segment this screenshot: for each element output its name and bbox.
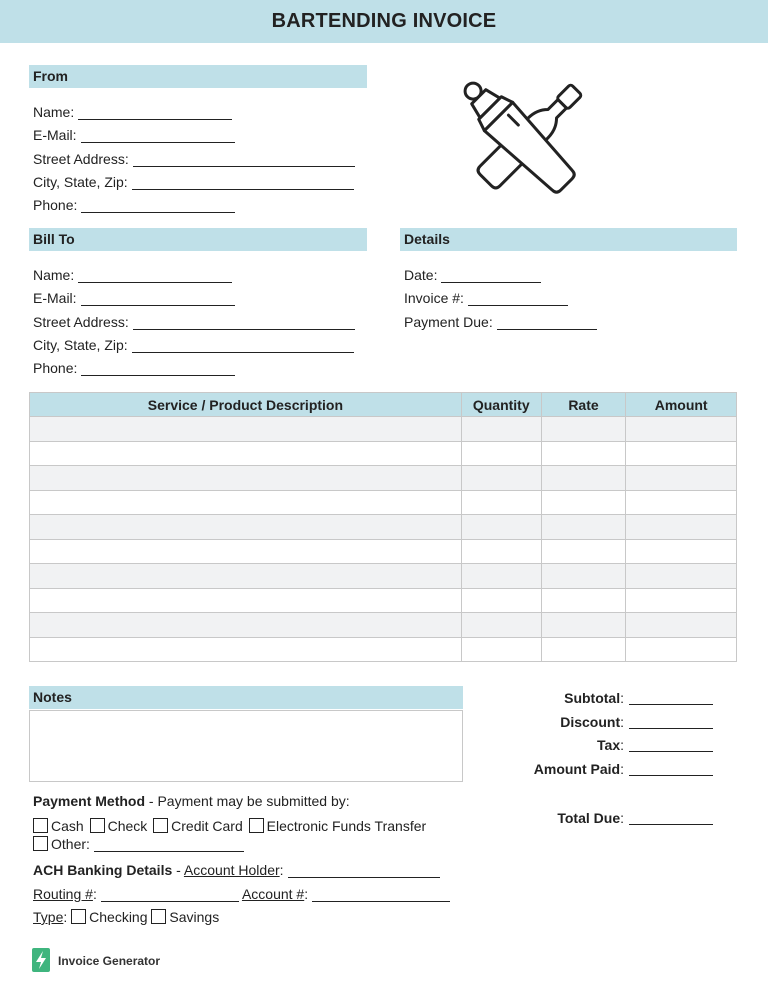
quantity-cell[interactable] xyxy=(461,490,541,515)
bill-street-field[interactable] xyxy=(33,314,355,332)
savings-option[interactable]: Savings xyxy=(151,909,219,925)
bill-email-label: E-Mail: xyxy=(33,290,77,306)
total-due-field[interactable] xyxy=(629,810,713,825)
check-option[interactable]: Check xyxy=(90,818,148,834)
date-field[interactable] xyxy=(404,267,541,285)
check-checkbox[interactable] xyxy=(90,818,105,833)
rate-cell[interactable] xyxy=(541,539,626,564)
from-phone-label: Phone: xyxy=(33,197,78,213)
ach-line: ACH Banking Details - Account Holder: xyxy=(33,862,440,880)
bill-city-field[interactable] xyxy=(33,337,354,355)
quantity-cell[interactable] xyxy=(461,441,541,466)
amount-cell[interactable] xyxy=(626,490,737,515)
amount-cell[interactable] xyxy=(626,539,737,564)
account-holder-label: Account Holder xyxy=(183,862,280,878)
bill-street-label: Street Address: xyxy=(33,314,129,330)
account-field[interactable] xyxy=(312,887,450,902)
quantity-cell[interactable] xyxy=(461,466,541,491)
type-label: Type xyxy=(33,909,64,925)
tax-label: Tax: xyxy=(597,737,624,753)
subtotal-label: Subtotal: xyxy=(564,690,624,706)
checking-option[interactable]: Checking xyxy=(71,909,147,925)
bill-phone-field[interactable] xyxy=(33,360,235,378)
brand-name: Invoice Generator xyxy=(58,954,161,968)
description-cell[interactable] xyxy=(30,441,462,466)
rate-cell[interactable] xyxy=(541,417,626,442)
quantity-cell[interactable] xyxy=(461,564,541,589)
from-heading: From xyxy=(29,65,367,88)
table-row xyxy=(30,490,737,515)
quantity-cell[interactable] xyxy=(461,613,541,638)
description-cell[interactable] xyxy=(30,466,462,491)
from-name-label: Name: xyxy=(33,104,75,120)
from-name-field[interactable] xyxy=(33,104,232,122)
payment-method-heading: Payment Method - Payment may be submitted by: xyxy=(33,793,350,809)
bill-to-heading: Bill To xyxy=(29,228,367,251)
cocktail-shaker-icon xyxy=(452,72,597,212)
bill-name-label: Name: xyxy=(33,267,75,283)
from-phone-field[interactable] xyxy=(33,197,235,215)
table-row xyxy=(30,588,737,613)
description-cell[interactable] xyxy=(30,539,462,564)
amount-header: Amount xyxy=(626,393,737,417)
description-header: Service / Product Description xyxy=(30,393,462,417)
table-row xyxy=(30,564,737,589)
rate-cell[interactable] xyxy=(541,588,626,613)
description-cell[interactable] xyxy=(30,564,462,589)
from-email-label: E-Mail: xyxy=(33,127,77,143)
rate-cell[interactable] xyxy=(541,613,626,638)
description-cell[interactable] xyxy=(30,515,462,540)
invoice-title: BARTENDING INVOICE xyxy=(271,10,497,32)
quantity-cell[interactable] xyxy=(461,539,541,564)
cash-checkbox[interactable] xyxy=(33,818,48,833)
tax-field[interactable] xyxy=(629,737,713,752)
eft-checkbox[interactable] xyxy=(249,818,264,833)
amount-cell[interactable] xyxy=(626,515,737,540)
table-row xyxy=(30,613,737,638)
rate-cell[interactable] xyxy=(541,441,626,466)
rate-cell[interactable] xyxy=(541,466,626,491)
routing-field[interactable] xyxy=(101,887,239,902)
other-option[interactable]: Other: xyxy=(33,836,244,854)
table-row xyxy=(30,637,737,662)
rate-cell[interactable] xyxy=(541,490,626,515)
payment-due-field[interactable] xyxy=(404,314,597,332)
details-heading: Details xyxy=(400,228,737,251)
amount-paid-label: Amount Paid: xyxy=(533,761,624,777)
rate-cell[interactable] xyxy=(541,515,626,540)
from-city-label: City, State, Zip: xyxy=(33,174,128,190)
amount-cell[interactable] xyxy=(626,637,737,662)
rate-cell[interactable] xyxy=(541,637,626,662)
bill-city-label: City, State, Zip: xyxy=(33,337,128,353)
amount-paid-field[interactable] xyxy=(629,761,713,776)
description-cell[interactable] xyxy=(30,490,462,515)
table-row xyxy=(30,539,737,564)
bill-phone-label: Phone: xyxy=(33,360,78,376)
discount-label: Discount: xyxy=(560,714,624,730)
quantity-cell[interactable] xyxy=(461,417,541,442)
lightning-bolt-icon xyxy=(32,948,50,972)
account-type-line: Type: Checking Savings xyxy=(33,909,220,925)
amount-cell[interactable] xyxy=(626,441,737,466)
payment-due-label: Payment Due: xyxy=(404,314,493,330)
notes-box[interactable] xyxy=(29,710,463,782)
payment-options xyxy=(33,818,426,836)
date-label: Date: xyxy=(404,267,438,283)
bill-name-field[interactable] xyxy=(33,267,232,285)
discount-field[interactable] xyxy=(629,714,713,729)
eft-option[interactable]: Electronic Funds Transfer xyxy=(249,818,427,834)
amount-cell[interactable] xyxy=(626,613,737,638)
amount-cell[interactable] xyxy=(626,588,737,613)
bill-email-field[interactable] xyxy=(33,290,235,308)
invoice-number-field[interactable] xyxy=(404,290,568,308)
routing-label: Routing # xyxy=(33,886,93,902)
amount-cell[interactable] xyxy=(626,564,737,589)
table-row xyxy=(30,515,737,540)
amount-cell[interactable] xyxy=(626,417,737,442)
cash-option[interactable]: Cash xyxy=(33,818,84,834)
credit-card-checkbox[interactable] xyxy=(153,818,168,833)
credit-card-option[interactable]: Credit Card xyxy=(153,818,243,834)
invoice-number-label: Invoice #: xyxy=(404,290,464,306)
quantity-header: Quantity xyxy=(461,393,541,417)
quantity-cell[interactable] xyxy=(461,637,541,662)
description-cell[interactable] xyxy=(30,588,462,613)
routing-account-line: Routing #: Account #: xyxy=(33,886,450,904)
table-row xyxy=(30,466,737,491)
description-cell[interactable] xyxy=(30,637,462,662)
table-header-row xyxy=(30,393,737,417)
table-row xyxy=(30,441,737,466)
from-email-field[interactable] xyxy=(33,127,235,145)
quantity-cell[interactable] xyxy=(461,515,541,540)
from-street-label: Street Address: xyxy=(33,151,129,167)
subtotal-field[interactable] xyxy=(629,690,713,705)
savings-checkbox[interactable] xyxy=(151,909,166,924)
account-holder-field[interactable] xyxy=(288,863,440,878)
from-street-field[interactable] xyxy=(33,151,355,169)
title-bar xyxy=(0,0,768,43)
description-cell[interactable] xyxy=(30,417,462,442)
notes-heading: Notes xyxy=(29,686,463,709)
description-cell[interactable] xyxy=(30,613,462,638)
other-checkbox[interactable] xyxy=(33,836,48,851)
from-city-field[interactable] xyxy=(33,174,354,192)
checking-checkbox[interactable] xyxy=(71,909,86,924)
account-label: Account # xyxy=(241,886,305,902)
line-items-table xyxy=(29,392,737,662)
quantity-cell[interactable] xyxy=(461,588,541,613)
rate-header: Rate xyxy=(541,393,626,417)
amount-cell[interactable] xyxy=(626,466,737,491)
total-due-label: Total Due: xyxy=(557,810,624,826)
table-row xyxy=(30,417,737,442)
rate-cell[interactable] xyxy=(541,564,626,589)
